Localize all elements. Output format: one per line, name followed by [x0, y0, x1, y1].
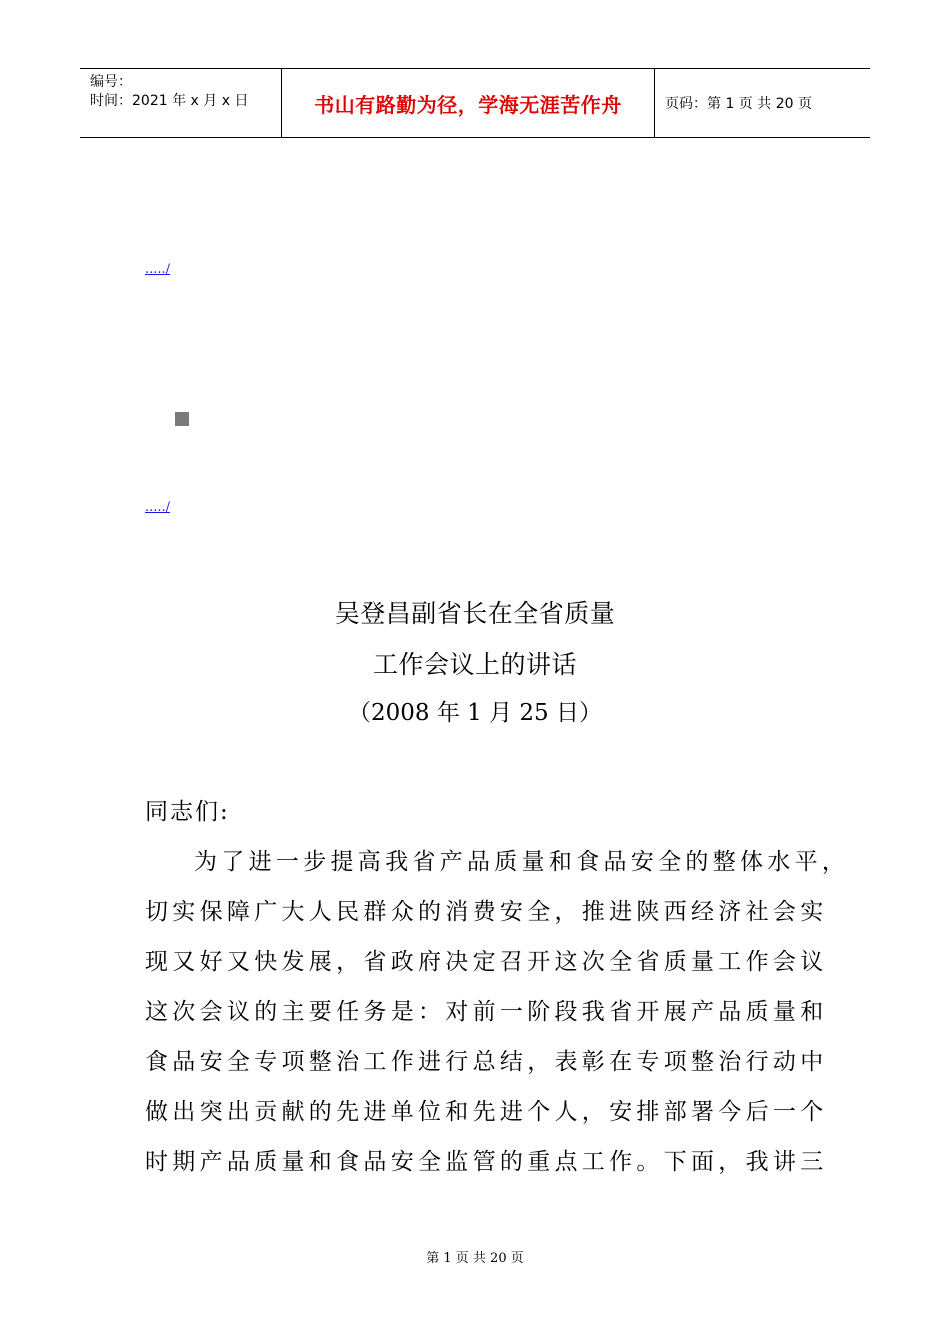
placeholder-square-icon	[175, 412, 189, 426]
paragraph-line-5: 食品安全专项整治工作进行总结，表彰在专项整治行动中	[145, 1049, 828, 1075]
paragraph-line-1: 为了进一步提高我省产品质量和食品安全的整体水平，	[194, 849, 850, 875]
title-line-1: 吴登昌副省长在全省质量	[334, 599, 616, 628]
link-1[interactable]: ...../	[145, 262, 171, 277]
speech-date: （2008 年 1 月 25 日）	[348, 700, 602, 726]
link-2[interactable]: ...../	[145, 500, 171, 515]
serial-label: 编号：	[90, 74, 132, 90]
document-header	[80, 68, 870, 138]
header-page-info: 页码：第 1 页 共 20 页	[665, 96, 812, 112]
paragraph-line-7: 时期产品质量和食品安全监管的重点工作。下面，我讲三	[145, 1149, 828, 1175]
paragraph-line-4: 这次会议的主要任务是：对前一阶段我省开展产品质量和	[145, 999, 828, 1025]
paragraph-line-3: 现又好又快发展，省政府决定召开这次全省质量工作会议	[145, 949, 828, 975]
paragraph-line-6: 做出突出贡献的先进单位和先进个人，安排部署今后一个	[145, 1099, 828, 1125]
header-motto: 书山有路勤为径，学海无涯苦作舟	[282, 69, 655, 137]
greeting: 同志们:	[145, 799, 230, 825]
page-footer: 第 1 页 共 20 页	[426, 1251, 524, 1266]
header-meta	[80, 69, 282, 137]
paragraph-line-2: 切实保障广大人民群众的消费安全，推进陕西经济社会实	[145, 899, 828, 925]
time-label: 时间：2021 年 x 月 x 日	[90, 93, 249, 109]
title-line-2: 工作会议上的讲话	[372, 650, 577, 679]
